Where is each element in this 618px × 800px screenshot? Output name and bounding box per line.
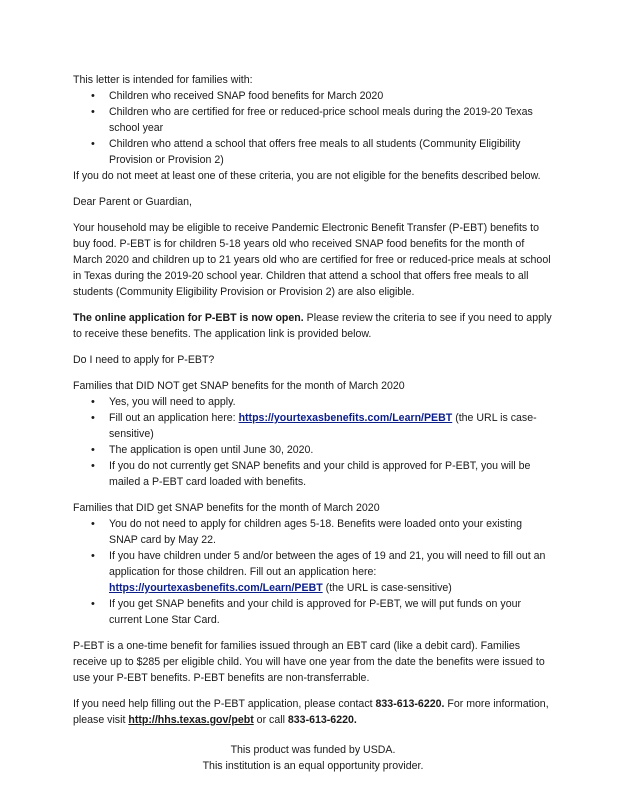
application-link[interactable]: https://yourtexasbenefits.com/Learn/PEBT	[109, 582, 323, 594]
body-paragraph: Your household may be eligible to receive Pandemic Electronic Benefit Transfer (P-EBT) benefits to buy food. P-EBT is for children 5-18 years old who received SNAP food benefits for the month of March 2020 and children up to 21 years old who are certified for free or reduced-price meals at school in Texas during the 2019-20 school year. Children that attend a school that offers free meals to all students (Community Eligibility Provision or Provision 2) are also eligible.	[73, 222, 551, 298]
application-notice: The online application for P-EBT is now open. Please review the criteria to see if you need to apply to receive these benefits. The application link is provided below.	[73, 312, 552, 340]
criteria-list	[73, 88, 553, 168]
help-phone-2: 833-613-6220.	[287, 714, 357, 726]
list-item: • If you get SNAP benefits and your child is approved for P-EBT, we will put funds on your current Lone Star Card.	[73, 596, 553, 628]
list-item: • The application is open until June 30, 2020.	[73, 442, 553, 458]
footer-equal-opportunity: This institution is an equal opportunity provider.	[202, 760, 424, 772]
question-heading: Do I need to apply for P-EBT?	[73, 354, 215, 366]
list-item: • Yes, you will need to apply.	[73, 394, 553, 410]
with-snap-heading: Families that DID get SNAP benefits for the month of March 2020	[73, 502, 380, 514]
list-item: • You do not need to apply for children ages 5-18. Benefits were loaded onto your existing SNAP card by May 22.	[73, 516, 553, 548]
hhs-link[interactable]: http://hhs.texas.gov/pebt	[128, 714, 254, 726]
criteria-item: • Children who received SNAP food benefits for March 2020	[73, 88, 553, 104]
benefit-info: P-EBT is a one-time benefit for families issued through an EBT card (like a debit card). Families receive up to $285 per eligible child. You will have one year from the date the benefits were issued to use your P-EBT benefits. P-EBT benefits are non-transferrable.	[73, 640, 545, 684]
with-snap-list	[73, 516, 553, 628]
no-snap-heading: Families that DID NOT get SNAP benefits for the month of March 2020	[73, 380, 405, 392]
application-notice-bold: The online application for P-EBT is now open.	[73, 312, 304, 324]
footer-funding: This product was funded by USDA.	[230, 744, 396, 756]
help-phone: 833-613-6220.	[375, 698, 445, 710]
list-item: • Fill out an application here: https://yourtexasbenefits.com/Learn/PEBT (the URL is case-sensitive)	[73, 410, 553, 442]
list-item: • If you have children under 5 and/or between the ages of 19 and 21, you will need to fill out an application for those children. Fill out an application here: https://yourtexasbenefits.com/Learn/PEBT (the URL is case-sensitive)	[73, 548, 553, 596]
intro-heading: This letter is intended for families with:	[73, 74, 253, 86]
criteria-item: • Children who attend a school that offers free meals to all students (Community Eligibility Provision or Provision 2)	[73, 136, 553, 168]
eligibility-note: If you do not meet at least one of these criteria, you are not eligible for the benefits described below.	[73, 170, 541, 182]
letter-page	[73, 72, 553, 774]
help-paragraph: If you need help filling out the P-EBT application, please contact 833-613-6220. For more information, please visit http://hhs.texas.gov/pebt or call 833-613-6220.	[73, 698, 549, 726]
no-snap-list	[73, 394, 553, 490]
list-item: • If you do not currently get SNAP benefits and your child is approved for P-EBT, you will be mailed a P-EBT card loaded with benefits.	[73, 458, 553, 490]
application-link[interactable]: https://yourtexasbenefits.com/Learn/PEBT	[238, 412, 453, 424]
footer	[73, 742, 553, 774]
salutation: Dear Parent or Guardian,	[73, 196, 192, 208]
criteria-item: • Children who are certified for free or reduced-price school meals during the 2019-20 Texas school year	[73, 104, 553, 136]
